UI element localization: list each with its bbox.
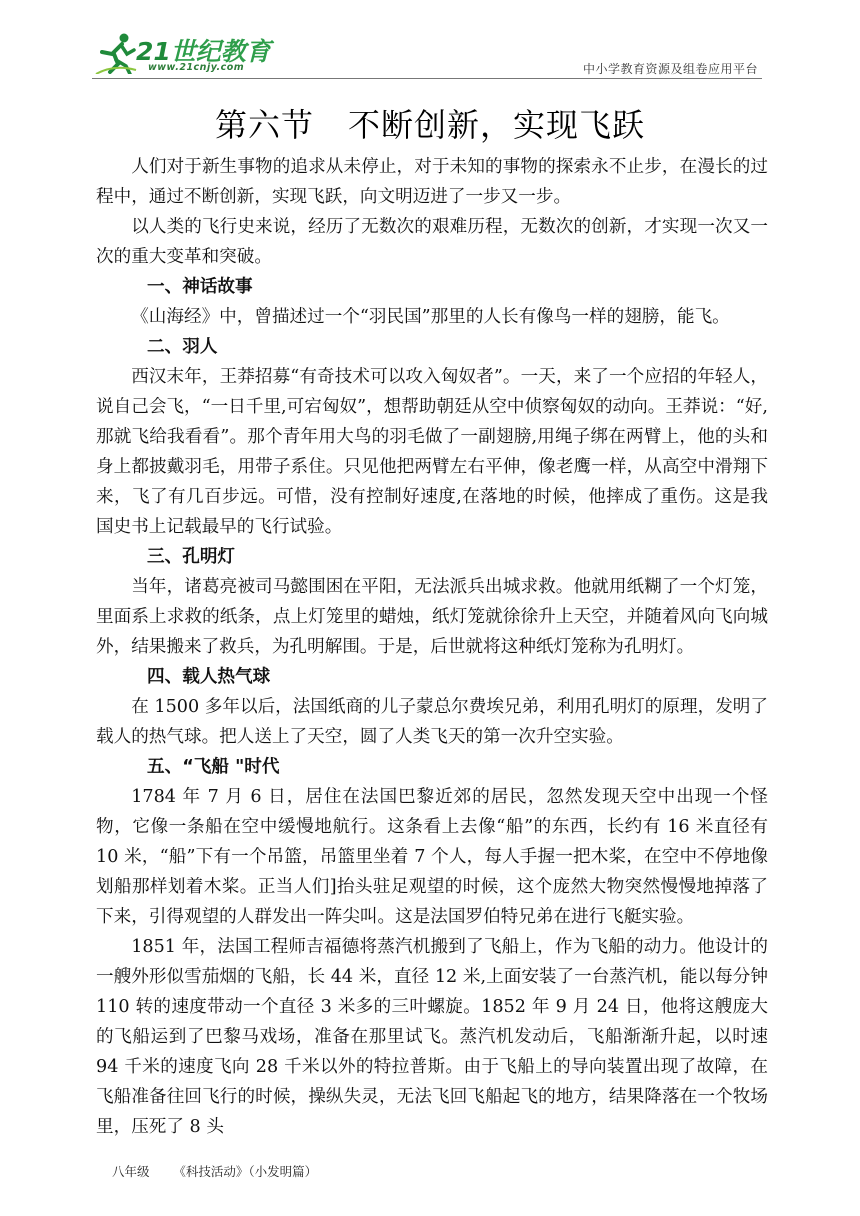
page-header (92, 28, 762, 82)
section-heading-3: 三、孔明灯 (147, 547, 236, 567)
document-body (96, 152, 768, 1142)
section-paragraph-2: 西汉末年，王莽招募“有奇技术可以攻入匈奴者”。一天，来了一个应招的年轻人，说自己会飞，“一日千里,可宕匈奴”，想帮助朝廷从空中侦察匈奴的动向。王莽说：“好,那就飞给我看看”。那个青年用大鸟的羽毛做了一副翅膀,用绳子绑在两臂上，他的头和身上都披戴羽毛，用带子系住。只见他把两臂左右平伸，像老鹰一样，从高空中滑翔下来，飞了有几百步远。可惜，没有控制好速度,在落地的时候，他摔成了重伤。这是我国史书上记载最早的飞行试验。 (96, 367, 768, 537)
section-paragraph-5a: 1784 年 7 月 6 日，居住在法国巴黎近郊的居民，忽然发现天空中出现一个怪物，它像一条船在空中缓慢地航行。这条看上去像“船”的东西，长约有 16 米直径有 10 米，“船”下有一个吊篮，吊篮里坐着 7 个人，每人手握一把木桨，在空中不停地像划船那样划着木桨。正当人们]抬头驻足观望的时候，这个庞然大物突然慢慢地掉落了下来，引得观望的人群发出一阵尖叫。这是法国罗伯特兄弟在进行飞艇实验。 (96, 787, 768, 927)
section-paragraph-5b: 1851 年，法国工程师吉福德将蒸汽机搬到了飞船上，作为飞船的动力。他设计的一艘外形似雪茄烟的飞船，长 44 米，直径 12 米,上面安装了一台蒸汽机，能以每分钟 110 转的速度带动一个直径 3 米多的三叶螺旋。1852 年 9 月 24 日，他将这艘庞大的飞船运到了巴黎马戏场，准备在那里试飞。蒸汽机发动后，飞船渐渐升起，以时速 94 千米的速度飞向 28 千米以外的特拉普斯。由于飞船上的导向装置出现了故障，在飞船准备往回飞行的时候，操纵失灵，无法飞回飞船起飞的地方，结果降落在一个牧场里，压死了 8 头 (96, 937, 768, 1137)
section-heading-4: 四、载人热气球 (147, 667, 271, 687)
section-heading-5: 五、“飞船 "时代 (147, 757, 280, 777)
section-heading-1: 一、神话故事 (147, 277, 253, 297)
site-logo[interactable] (92, 28, 272, 78)
header-divider (92, 78, 762, 79)
footer-grade: 八年级 (112, 1164, 150, 1179)
intro-paragraph-1: 人们对于新生事物的追求从未停止，对于未知的事物的探索永不止步，在漫长的过程中，通过不断创新，实现飞跃，向文明迈进了一步又一步。 (96, 157, 768, 207)
footer-book-title: 《科技活动》（小发明篇） (173, 1164, 318, 1179)
section-paragraph-4: 在 1500 多年以后，法国纸商的儿子蒙总尔费埃兄弟，利用孔明灯的原理，发明了载人的热气球。把人送上了天空，圆了人类飞天的第一次升空实验。 (96, 697, 768, 747)
section-heading-2: 二、羽人 (147, 337, 218, 357)
section-paragraph-1: 《山海经》中，曾描述过一个“羽民国”那里的人长有像鸟一样的翅膀，能飞。 (131, 307, 730, 327)
intro-paragraph-2: 以人类的飞行史来说，经历了无数次的艰难历程，无数次的创新，才实现一次又一次的重大变革和突破。 (96, 217, 768, 267)
platform-name: 中小学教育资源及组卷应用平台 (582, 62, 758, 76)
page-footer (112, 1162, 317, 1180)
logo-url: www.21cnjy.com (148, 62, 245, 73)
logo-wordmark: 21世纪教育 (136, 37, 271, 66)
section-paragraph-3: 当年，诸葛亮被司马懿围困在平阳，无法派兵出城求救。他就用纸糊了一个灯笼，里面系上求救的纸条，点上灯笼里的蜡烛，纸灯笼就徐徐升上天空，并随着风向飞向城外，结果搬来了救兵，为孔明解围。于是，后世就将这种纸灯笼称为孔明灯。 (96, 577, 768, 657)
running-figure-icon (94, 30, 138, 74)
page-title: 第六节 不断创新，实现飞跃 (214, 106, 646, 144)
